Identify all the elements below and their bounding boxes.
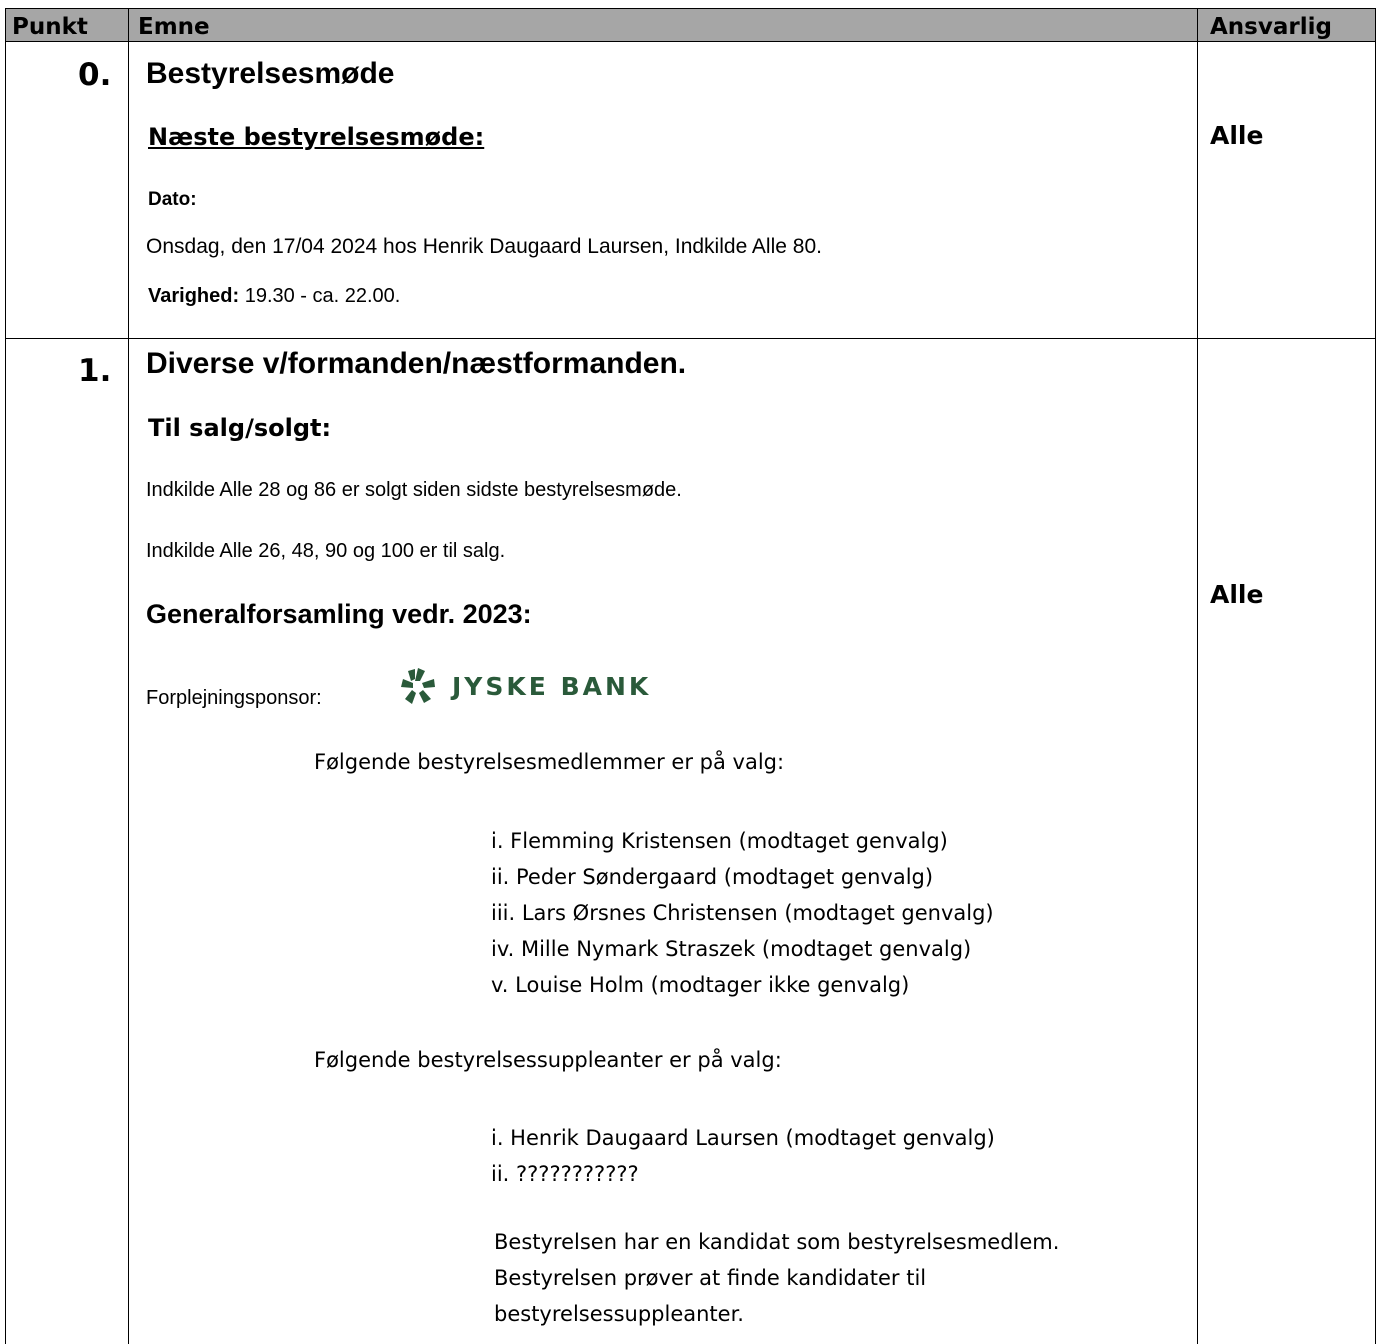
row-title: Diverse v/formanden/næstformanden. [146, 347, 687, 380]
list-item: i. Henrik Daugaard Laursen (modtaget genvalg) [491, 1126, 995, 1150]
list-item: ii. Peder Søndergaard (modtaget genvalg) [491, 865, 934, 889]
col-header-emne: Emne [138, 14, 210, 40]
note-line: bestyrelsessuppleanter. [494, 1302, 744, 1326]
column-divider-1 [128, 8, 129, 1344]
col-header-ansvarlig: Ansvarlig [1210, 14, 1332, 40]
list-item: iv. Mille Nymark Straszek (modtaget genvalg) [491, 937, 972, 961]
sold-text: Indkilde Alle 28 og 86 er solgt siden sidste bestyrelsesmøde. [146, 479, 682, 501]
sales-heading: Til salg/solgt: [148, 414, 332, 442]
row-divider [5, 338, 1376, 339]
note-line: Bestyrelsen har en kandidat som bestyrelsesmedlem. [494, 1230, 1060, 1254]
for-sale-text: Indkilde Alle 26, 48, 90 og 100 er til salg. [146, 540, 506, 562]
responsible: Alle [1210, 121, 1264, 150]
duration-text: 19.30 - ca. 22.00. [239, 285, 401, 307]
sponsor-logo-text: JYSKE BANK [452, 671, 652, 701]
col-header-punkt: Punkt [12, 14, 88, 40]
column-divider-2 [1197, 8, 1198, 1344]
list-item: iii. Lars Ørsnes Christensen (modtaget genvalg) [491, 901, 994, 925]
date-label: Dato: [148, 189, 197, 210]
ga-heading: Generalforsamling vedr. 2023: [146, 599, 532, 629]
duration-line [148, 283, 400, 309]
row-number: 1. [78, 353, 112, 389]
section-subheading: Næste bestyrelsesmøde: [148, 123, 485, 151]
note-line: Bestyrelsen prøver at finde kandidater til [494, 1266, 927, 1290]
list-item: ii. ??????????? [491, 1162, 639, 1186]
table-header [5, 8, 1376, 42]
sponsor-logo [398, 666, 651, 706]
responsible: Alle [1210, 580, 1264, 609]
table-border-left [5, 8, 6, 1344]
row-number: 0. [78, 57, 112, 93]
jyske-bank-logo-icon [398, 666, 438, 706]
members-intro: Følgende bestyrelsesmedlemmer er på valg: [314, 750, 785, 774]
row-title: Bestyrelsesmøde [146, 57, 395, 90]
duration-label: Varighed: [148, 285, 240, 307]
date-text: Onsdag, den 17/04 2024 hos Henrik Daugaard Laursen, Indkilde Alle 80. [146, 235, 822, 258]
list-item: i. Flemming Kristensen (modtaget genvalg) [491, 829, 948, 853]
substitutes-intro: Følgende bestyrelsessuppleanter er på valg: [314, 1048, 782, 1072]
table-border-right [1375, 8, 1376, 1344]
sponsor-label: Forplejningsponsor: [146, 687, 322, 709]
list-item: v. Louise Holm (modtager ikke genvalg) [491, 973, 910, 997]
